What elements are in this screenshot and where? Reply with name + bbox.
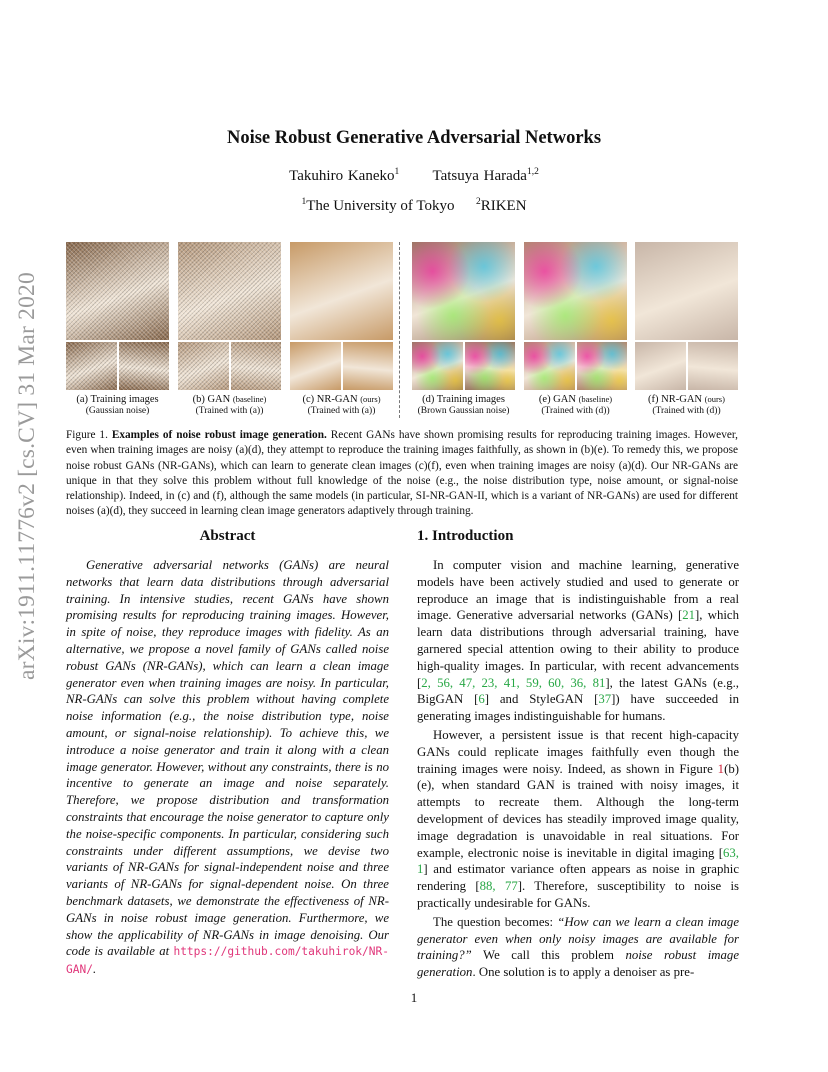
intro-text: ]. Therefore, susceptibility to noise is practically undesirable for GANs. xyxy=(417,879,739,910)
panel-subcaption: (Trained with (d)) xyxy=(541,406,610,416)
panel-subcaption: (Trained with (a)) xyxy=(195,406,264,416)
figure-thumbnail xyxy=(290,342,341,390)
intro-paragraph xyxy=(417,727,739,912)
abstract-heading: Abstract xyxy=(199,528,256,544)
panel-subcaption: (Trained with (a)) xyxy=(307,406,376,416)
panel-label: (e) GAN xyxy=(538,394,576,405)
author-affiliation-mark: 1 xyxy=(394,167,400,177)
intro-text: The question becomes: xyxy=(433,914,558,929)
figure-thumbnail xyxy=(178,342,229,390)
abstract-text: Generative adversarial networks (GANs) are neural networks that learn data distributions through adversarial training. In intensive studies, recent GANs have shown promising results for reproducing training images. However, in spite of noise, they reproduce images with fidelity. As an alternative, we propose a novel family of GANs called noise robust GANs (NR-GANs), which can learn a clean image generator even when training images are noisy. In particular, NR-GANs can solve this problem without having complete noise information (e.g., the noise distribution type, noise amount, or signal-noise relationship). To achieve this, we introduce a noise generator and train it along with a clean image generator. However, without any constraints, there is no incentive to generate an image and noise separately. Therefore, we propose distribution and transformation constraints that encourage the noise generator to capture only the noise-specific components. In particular, considering such constraints under different assumptions, we devise two variants of NR-GANs for signal-independent noise and three variants of NR-GANs for signal-dependent noise. On three benchmark datasets, we demonstrate the effectiveness of NR-GANs in noise robust image generation. Furthermore, we show the applicability of NR-GANs in image denoising. Our code is available at xyxy=(66,558,389,959)
figure-caption-title: Examples of noise robust image generation. xyxy=(111,429,327,441)
citation-link[interactable]: 2, 56, 47, 23, 41, 59, 60, 36, 81 xyxy=(421,675,606,690)
intro-text: However, a persistent issue is that recent high-capacity GANs could replicate images faithfully even though the training images were noisy. Indeed, as shown in Figure xyxy=(417,727,739,776)
panel-label-note: (ours) xyxy=(704,394,725,404)
panel-subcaption: (Brown Gaussian noise) xyxy=(417,406,510,416)
figure-caption-label: Figure 1. xyxy=(66,429,108,441)
figure-panel xyxy=(290,242,393,416)
figure-thumbnail xyxy=(343,342,394,390)
figure-thumbnail-row xyxy=(524,342,627,390)
affiliation-list xyxy=(0,198,828,215)
figure-thumbnail xyxy=(524,342,575,390)
panel-caption xyxy=(66,394,169,405)
affiliation-name: The University of Tokyo xyxy=(306,198,455,214)
figure-thumbnail-row xyxy=(635,342,738,390)
panel-label: (b) GAN xyxy=(192,394,231,405)
panel-label: (c) NR-GAN xyxy=(302,394,358,405)
intro-text: . One solution is to apply a denoiser as pre- xyxy=(472,965,695,980)
panel-label-note: (baseline) xyxy=(578,394,613,404)
research-question: “How can we learn a clean image generator even when only noisy images are available for training?” xyxy=(417,914,739,963)
arxiv-identifier: arXiv:1911.11776v2 [cs.CV] 31 Mar 2020 xyxy=(14,272,40,680)
figure-thumbnail xyxy=(66,342,117,390)
affiliation-mark: 1 xyxy=(301,197,307,207)
introduction-heading: 1. Introduction xyxy=(417,528,514,544)
panel-label: (a) Training images xyxy=(76,394,159,405)
citation-link[interactable]: 21 xyxy=(682,608,696,623)
panel-subcaption: (Trained with (d)) xyxy=(652,406,721,416)
code-link[interactable]: https://github.com/takuhirok/NR-GAN/ xyxy=(66,945,389,977)
panel-caption xyxy=(524,394,627,405)
panel-label: (f) NR-GAN xyxy=(648,394,702,405)
intro-text: We call this problem xyxy=(471,948,626,963)
figure-thumbnail xyxy=(231,342,282,390)
figure-thumbnail xyxy=(412,342,463,390)
intro-text: ] and estimator variance often appears as noise in graphic rendering [ xyxy=(417,862,739,894)
author-list xyxy=(0,168,828,185)
figure-caption-text: Recent GANs have shown promising results for reproducing training images. However, even when training images are noisy (a)(d), they attempt to reproduce the training images faithfully, as shown in (b)(e). To remedy this, we propose noise robust GANs (NR-GANs), which can learn to generate clean images (c)(f), even when training images are noisy (a)(d). Our NR-GANs are unique in that they solve this problem without full knowledge of the noise (e.g., the noise distribution type, noise amount, or signal-noise relationship). Indeed, in (c) and (f), although the same models (in particular, SI-NR-GAN-II, which is a variant of NR-GANs) are used for different noises (a)(d), they succeed in learning clean image generators adaptively through training. xyxy=(66,429,738,518)
figure-caption xyxy=(66,428,738,520)
figure-image xyxy=(178,242,281,340)
panel-label-note: (ours) xyxy=(360,394,381,404)
figure-thumbnail xyxy=(688,342,739,390)
intro-text: (b)(e), when standard GAN is trained with noisy images, it attempts to recreate them. Although the long-term development of devices has steadily improved image quality, image degradation is unavoidable in real situations. For example, electronic noise is inevitable in digital imaging [ xyxy=(417,761,739,860)
paper-title: Noise Robust Generative Adversarial Networks xyxy=(226,128,602,148)
citation-link[interactable]: 6 xyxy=(478,692,485,707)
figure-image xyxy=(290,242,393,340)
panel-caption xyxy=(290,394,393,405)
citation-link[interactable]: 37 xyxy=(598,692,612,707)
figure-thumbnail xyxy=(635,342,686,390)
figure-thumbnail-row xyxy=(66,342,169,390)
intro-paragraph xyxy=(417,914,739,981)
author-name: Takuhiro Kaneko xyxy=(289,168,395,184)
figure-panel xyxy=(412,242,515,416)
figure-image xyxy=(66,242,169,340)
affiliation-mark: 2 xyxy=(475,197,481,207)
abstract-section xyxy=(66,528,389,979)
figure-divider xyxy=(399,242,400,418)
figure-thumbnail xyxy=(465,342,516,390)
intro-text: ] and StyleGAN [ xyxy=(484,692,599,707)
figure-thumbnail-row xyxy=(178,342,281,390)
intro-text: ]) have succeeded in generating images indistinguishable for humans. xyxy=(417,692,739,724)
page-number: 1 xyxy=(410,990,418,1005)
intro-text: ], which learn data distributions through adversarial training, have garnered special attention owing to their ability to produce high-quality images. In particular, with recent advancements [ xyxy=(417,608,739,690)
figure-image xyxy=(524,242,627,340)
citation-link[interactable]: 63, 1 xyxy=(417,845,739,877)
panel-subcaption: (Gaussian noise) xyxy=(85,406,150,416)
panel-caption xyxy=(635,394,738,405)
figure-panel xyxy=(524,242,627,416)
panel-caption xyxy=(178,394,281,405)
abstract-end: . xyxy=(92,962,97,977)
abstract-body xyxy=(66,557,389,979)
affiliation-name: RIKEN xyxy=(480,198,527,214)
citation-link[interactable]: 88, 77 xyxy=(479,879,518,894)
figure-image xyxy=(412,242,515,340)
figure-thumbnail xyxy=(119,342,170,390)
figure-reference-link[interactable]: 1 xyxy=(717,761,725,776)
introduction-section xyxy=(417,528,739,981)
author-name: Tatsuya Harada xyxy=(432,168,527,184)
panel-label-note: (baseline) xyxy=(232,394,267,404)
intro-text: In computer vision and machine learning, generative models have been actively studied and used to generate or reproduce an image that is indistinguishable from a real image. Generative adversarial networks (GANs) [ xyxy=(417,558,739,623)
panel-caption xyxy=(412,394,515,405)
intro-text: ], the latest GANs (e.g., BigGAN [ xyxy=(417,675,739,707)
figure-thumbnail xyxy=(577,342,628,390)
figure-image xyxy=(635,242,738,340)
problem-term: noise robust image generation xyxy=(417,948,740,980)
panel-label: (d) Training images xyxy=(422,394,505,405)
figure-panel xyxy=(178,242,281,416)
figure-panel xyxy=(635,242,738,416)
author-affiliation-mark: 1,2 xyxy=(526,167,539,177)
figure-thumbnail-row xyxy=(412,342,515,390)
figure-thumbnail-row xyxy=(290,342,393,390)
figure-panel xyxy=(66,242,169,416)
figure-1 xyxy=(66,242,738,420)
intro-paragraph xyxy=(417,557,739,725)
